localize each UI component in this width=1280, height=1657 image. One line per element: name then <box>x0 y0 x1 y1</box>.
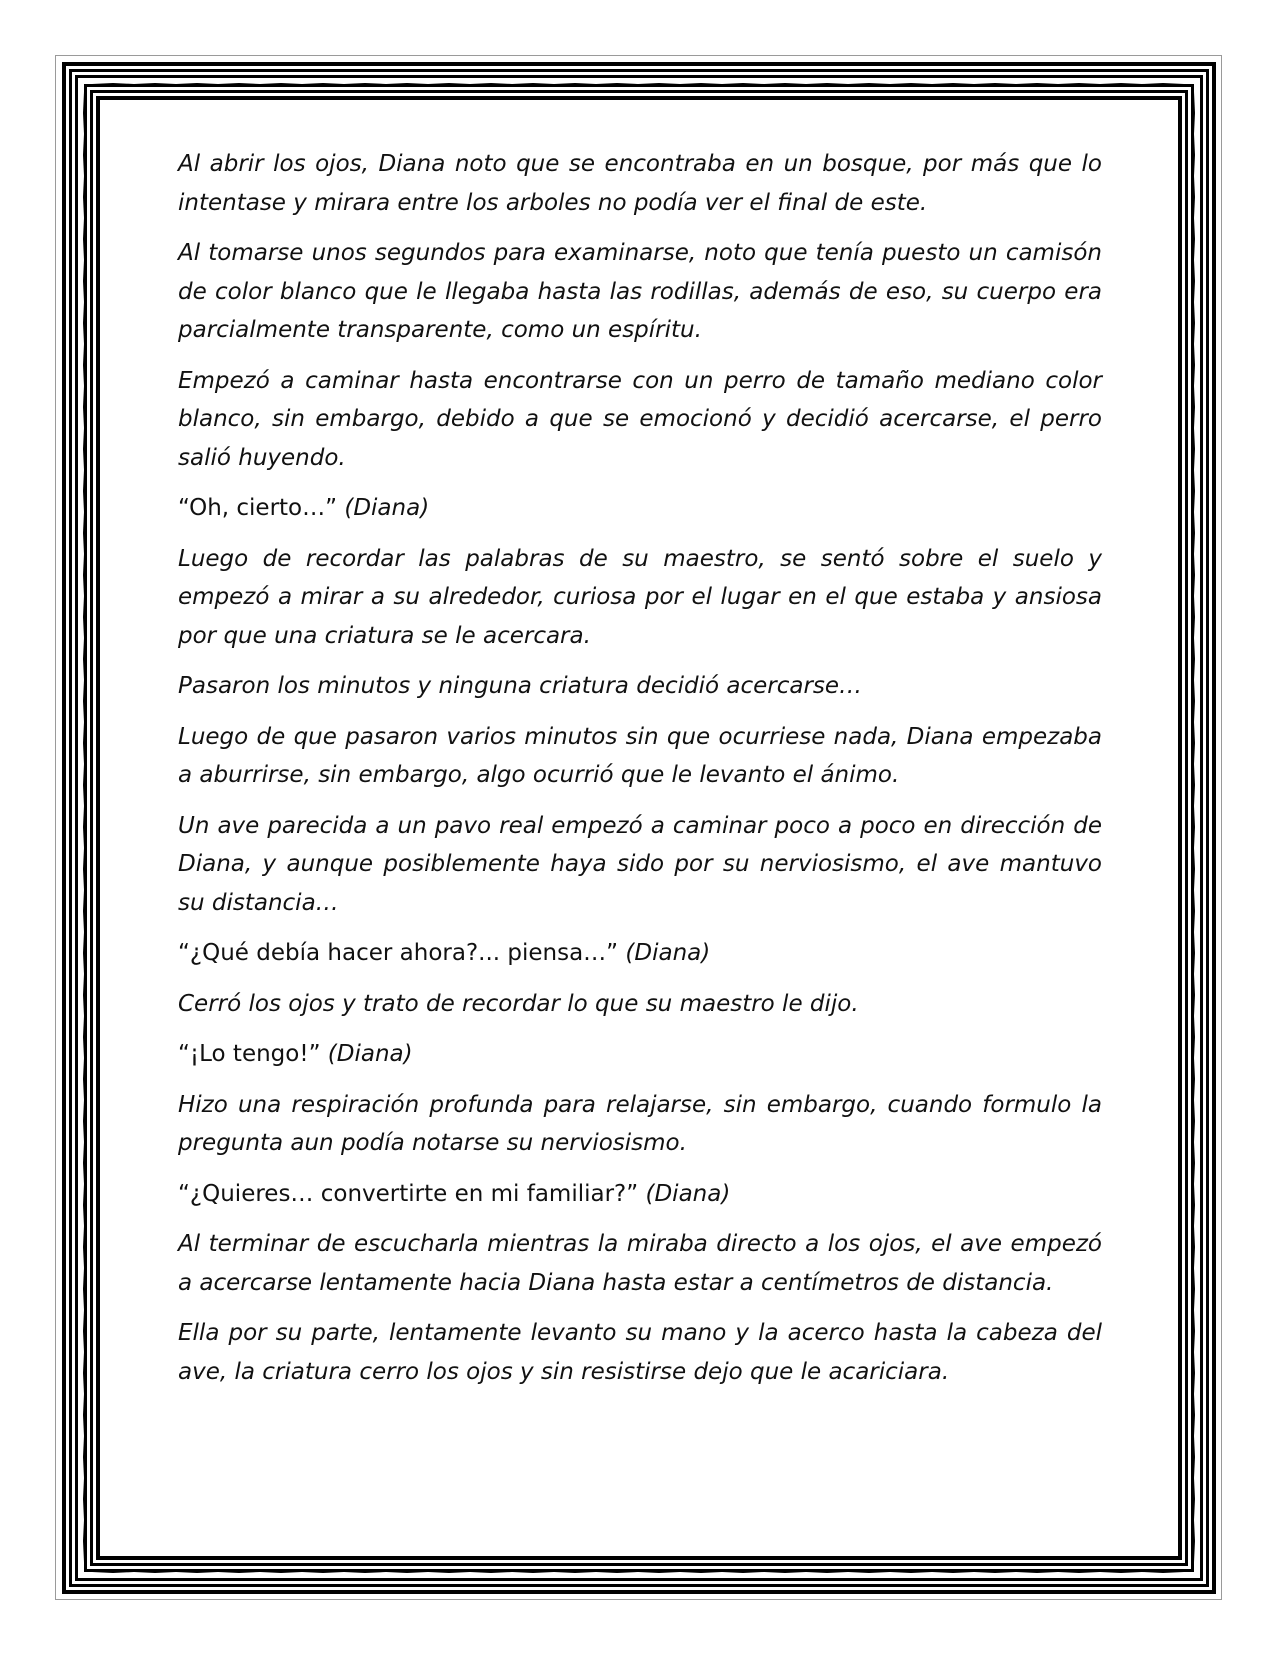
dialogue-1 <box>178 489 1102 528</box>
paragraph-2: Al tomarse unos segundos para examinarse, noto que tenía puesto un camisón de color blanco que le llegaba hasta las rodillas, además de eso, su cuerpo era parcialmente transparente, como un espíritu. <box>178 240 1102 343</box>
paragraph-4: Luego de recordar las palabras de su maestro, se sentó sobre el suelo y empezó a mirar a su alrededor, curiosa por el lugar en el que estaba y ansiosa por que una criatura se le acercara. <box>178 545 1102 649</box>
story-text <box>178 145 1102 1445</box>
paragraph-3: Empezó a caminar hasta encontrarse con un perro de tamaño mediano color blanco, sin embargo, debido a que se emocionó y decidió acercarse, el perro salió huyendo. <box>178 367 1102 471</box>
paragraph-1: Al abrir los ojos, Diana noto que se encontraba en un bosque, por más que lo intentase y mirara entre los arboles no podía ver el final de este. <box>178 151 1102 216</box>
dialogue-line: “¿Qué debía hacer ahora?... piensa…” <box>178 940 619 966</box>
dialogue-line: “¡Lo tengo!” <box>178 1041 321 1067</box>
paragraph-11: Ella por su parte, lentamente levanto su mano y la acerco hasta la cabeza del ave, la criatura cerro los ojos y sin resistirse dejo que le acariciara. <box>178 1320 1102 1385</box>
dialogue-speaker: (Diana) <box>327 1041 413 1067</box>
dialogue-2 <box>178 934 1102 973</box>
dialogue-3 <box>178 1035 1102 1074</box>
dialogue-line: “Oh, cierto…” <box>178 495 338 521</box>
paragraph-6: Luego de que pasaron varios minutos sin que ocurriese nada, Diana empezaba a aburrirse, sin embargo, algo ocurrió que le levanto el ánimo. <box>178 723 1102 788</box>
dialogue-speaker: (Diana) <box>344 495 430 521</box>
dialogue-line: “¿Quieres… convertirte en mi familiar?” <box>178 1180 639 1207</box>
paragraph-10: Al terminar de escucharla mientras la miraba directo a los ojos, el ave empezó a acercarse lentamente hacia Diana hasta estar a centímetros de distancia. <box>178 1231 1102 1296</box>
dialogue-4 <box>178 1175 1102 1214</box>
dialogue-speaker: (Diana) <box>645 1180 731 1207</box>
paragraph-8: Cerró los ojos y trato de recordar lo que su maestro le dijo. <box>178 990 859 1017</box>
dialogue-speaker: (Diana) <box>625 940 711 966</box>
paragraph-5: Pasaron los minutos y ninguna criatura decidió acercarse… <box>178 673 863 699</box>
paragraph-7: Un ave parecida a un pavo real empezó a caminar poco a poco en dirección de Diana, y aunque posiblemente haya sido por su nerviosismo, el ave mantuvo su distancia… <box>178 812 1102 916</box>
paragraph-9: Hizo una respiración profunda para relajarse, sin embargo, cuando formulo la pregunta aun podía notarse su nerviosismo. <box>178 1091 1102 1156</box>
